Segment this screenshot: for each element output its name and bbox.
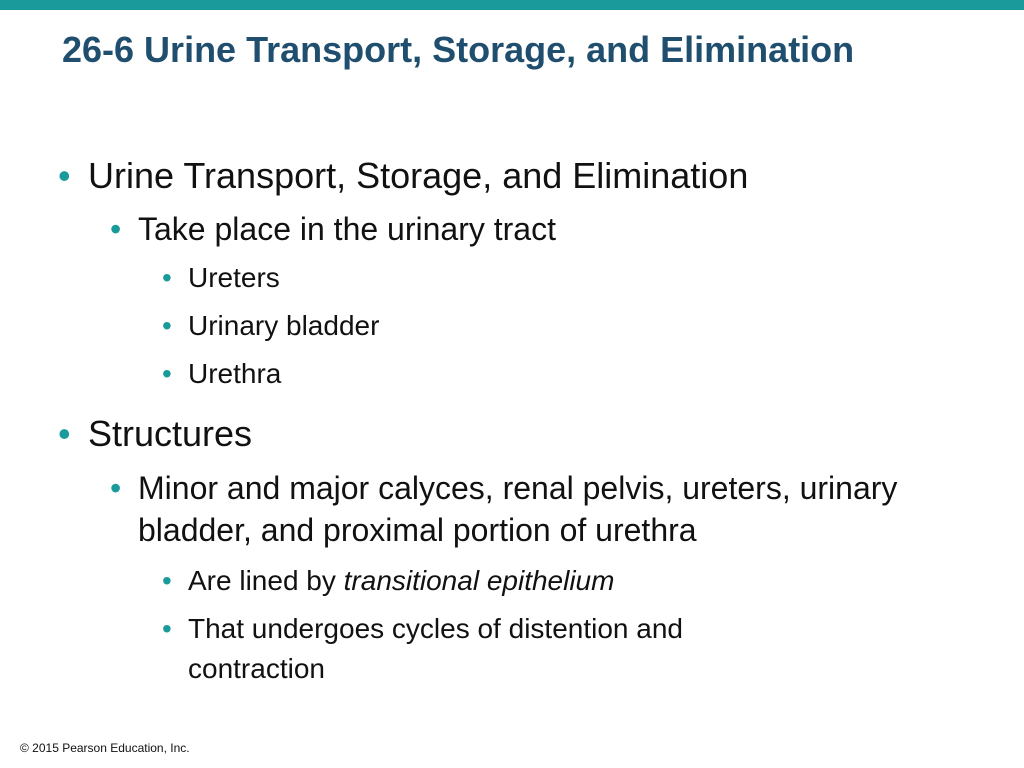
bullet-level3	[188, 561, 614, 601]
bullet-glyph: •	[110, 211, 122, 247]
bullet-glyph: •	[58, 413, 71, 454]
italic-term: transitional epithelium	[343, 565, 615, 596]
bullet-level3: Ureters	[188, 262, 280, 293]
bullet-level2: Take place in the urinary tract	[138, 211, 556, 247]
bullet-glyph: •	[162, 262, 172, 293]
bullet-glyph: •	[162, 358, 172, 389]
bullet-glyph: •	[162, 613, 172, 644]
bullet-glyph: •	[162, 310, 172, 341]
bullet-glyph: •	[58, 155, 71, 196]
text-segment: Are lined by	[188, 565, 344, 596]
bullet-glyph: •	[110, 470, 122, 506]
bullet-level2: Minor and major calyces, renal pelvis, ureters, urinary bladder, and proximal portion of urethra	[138, 470, 898, 548]
bullet-level3: Urinary bladder	[188, 310, 380, 341]
bullet-glyph: •	[162, 565, 172, 596]
bullet-level3: That undergoes cycles of distention and contraction	[188, 613, 683, 684]
bullet-level1: Structures	[88, 413, 253, 454]
bullet-level3: Urethra	[188, 358, 282, 389]
bullet-level1: Urine Transport, Storage, and Elimination	[88, 155, 749, 196]
copyright-footer: © 2015 Pearson Education, Inc.	[20, 741, 190, 755]
slide-title: 26-6 Urine Transport, Storage, and Elimination	[62, 29, 855, 70]
